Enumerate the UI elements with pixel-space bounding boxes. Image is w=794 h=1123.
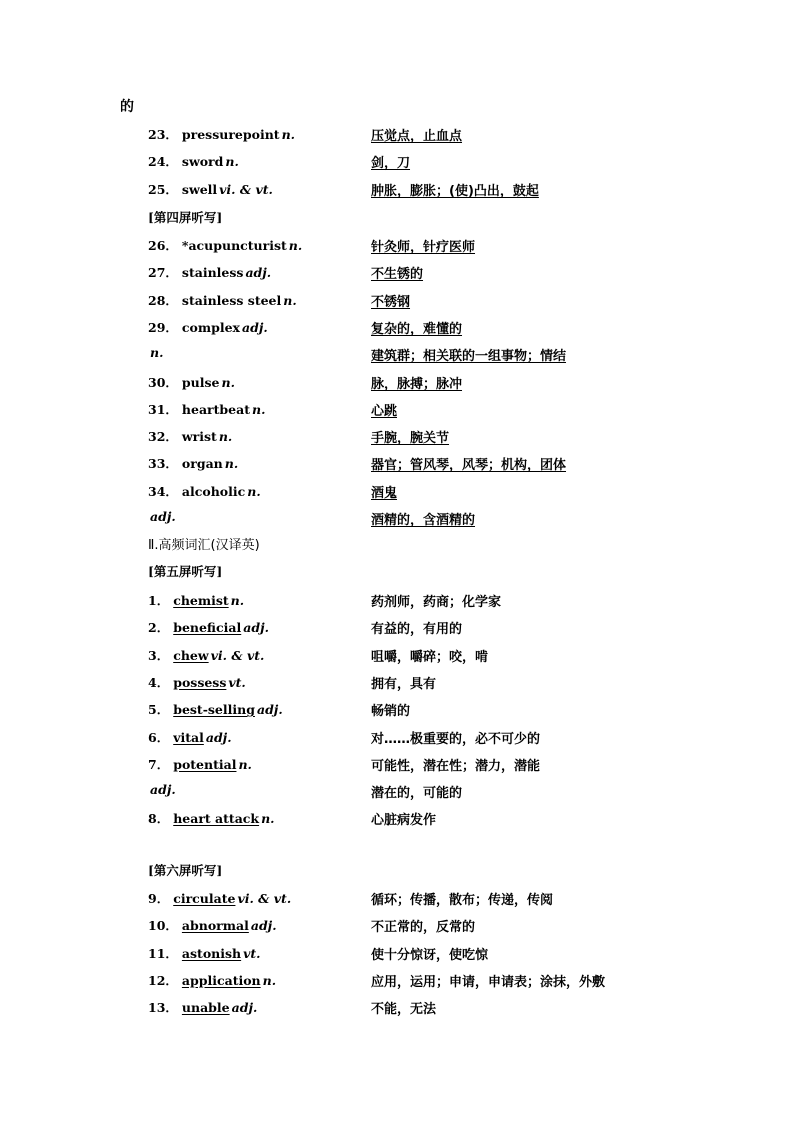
vocab-number: 5． bbox=[148, 702, 170, 718]
vocab-meaning: 酒精的，含酒精的 bbox=[371, 513, 476, 528]
vocab-meaning: 剑，刀 bbox=[371, 156, 411, 172]
vocab-row bbox=[148, 400, 708, 422]
vocab-english bbox=[148, 755, 252, 773]
vocab-word: best-selling bbox=[173, 702, 255, 718]
vocab-number: 30． bbox=[148, 374, 178, 390]
vocab-number: 8． bbox=[148, 811, 170, 827]
vocab-meaning: 建筑群；相关联的一组事物；情结 bbox=[371, 349, 567, 365]
vocab-meaning: 酒鬼 bbox=[371, 485, 398, 501]
vocab-part-of-speech: adj. bbox=[150, 782, 176, 798]
vocab-number: 4． bbox=[148, 674, 170, 690]
vocab-meaning: 循环；传播，散布；传递，传阅 bbox=[371, 893, 554, 908]
vocab-row bbox=[148, 971, 708, 993]
vocab-row bbox=[148, 646, 708, 668]
vocab-meaning: 肿胀，膨胀；(使)凸出，鼓起 bbox=[371, 183, 539, 199]
vocab-meaning: 可能性，潜在性；潜力，潜能 bbox=[371, 758, 541, 774]
vocab-row bbox=[148, 755, 708, 777]
vocab-word: application bbox=[181, 972, 261, 988]
vocab-meaning: 畅销的 bbox=[371, 704, 411, 720]
vocab-english bbox=[148, 180, 273, 198]
vocab-row bbox=[148, 318, 708, 340]
vocab-row bbox=[148, 345, 708, 367]
vocab-part-of-speech: adj. bbox=[205, 729, 232, 745]
vocab-part-of-speech: vi. & vt. bbox=[210, 647, 265, 663]
vocab-row bbox=[148, 998, 708, 1020]
vocab-number: 29． bbox=[148, 319, 178, 335]
vocab-part-of-speech: n. bbox=[224, 456, 239, 472]
vocab-english bbox=[148, 591, 244, 609]
vocab-word: stainless bbox=[181, 265, 244, 281]
vocab-english bbox=[148, 728, 232, 746]
vocab-row bbox=[148, 509, 708, 531]
vocab-meaning: 咀嚼，嚼碎；咬，啃 bbox=[371, 649, 489, 665]
vocab-word: potential bbox=[173, 756, 237, 772]
vocab-word: astonish bbox=[181, 945, 242, 961]
vocab-english bbox=[148, 482, 261, 500]
vocab-word: wrist bbox=[181, 429, 217, 445]
vocab-english bbox=[148, 889, 291, 907]
vocab-meaning: 压觉点，止血点 bbox=[371, 129, 463, 144]
vocab-number: 9． bbox=[148, 891, 170, 906]
vocab-english bbox=[148, 427, 232, 445]
vocab-part-of-speech: adj. bbox=[245, 265, 272, 281]
vocab-meaning: 潜在的，可能的 bbox=[371, 786, 463, 802]
vocab-part-of-speech: n. bbox=[225, 154, 239, 170]
vocab-english bbox=[148, 400, 265, 418]
vocab-english bbox=[148, 646, 264, 664]
vocab-english bbox=[148, 998, 257, 1016]
vocab-part-of-speech: n. bbox=[261, 811, 275, 827]
vocab-part-of-speech: n. bbox=[251, 401, 266, 417]
vocab-row bbox=[148, 782, 708, 804]
vocab-part-of-speech: adj. bbox=[231, 1000, 258, 1016]
vocab-number: 3． bbox=[148, 647, 170, 663]
vocab-number: 13． bbox=[148, 1000, 178, 1016]
vocab-english bbox=[148, 125, 295, 143]
vocab-number: 28． bbox=[148, 292, 178, 308]
vocab-number: 25． bbox=[148, 181, 178, 197]
vocab-row bbox=[148, 618, 708, 640]
vocab-english bbox=[148, 809, 275, 827]
vocab-word: possess bbox=[173, 674, 227, 690]
vocab-number: 31． bbox=[148, 401, 178, 417]
vocab-english bbox=[148, 618, 269, 636]
vocab-english bbox=[148, 673, 246, 691]
vocab-meaning: 不生锈的 bbox=[371, 267, 424, 283]
vocab-word: circulate bbox=[173, 891, 236, 906]
vocab-row bbox=[148, 180, 708, 202]
vocab-part-of-speech: adj. bbox=[250, 918, 277, 934]
vocab-word: complex bbox=[181, 319, 240, 335]
vocab-row bbox=[148, 728, 708, 750]
vocab-meaning: 应用，运用；申请，申请表；涂抹，外敷 bbox=[371, 974, 606, 990]
vocab-meaning: 心跳 bbox=[371, 403, 398, 419]
vocab-number: 10． bbox=[148, 918, 178, 934]
vocab-meaning: 心脏病发作 bbox=[371, 813, 437, 829]
vocab-english bbox=[148, 782, 176, 797]
vocab-word: organ bbox=[181, 456, 223, 472]
vocab-meaning: 对……极重要的，必不可少的 bbox=[371, 731, 541, 747]
vocab-row bbox=[148, 291, 708, 313]
vocab-row bbox=[148, 700, 708, 722]
vocab-row bbox=[148, 916, 708, 938]
vocab-number: 6． bbox=[148, 729, 170, 745]
vocab-part-of-speech: n. bbox=[283, 292, 297, 308]
dictation-label-4: [第四屏听写] bbox=[148, 210, 223, 225]
vocab-row bbox=[148, 673, 708, 695]
vocab-meaning: 拥有，具有 bbox=[371, 676, 437, 692]
vocab-number: 32． bbox=[148, 429, 178, 445]
vocab-word: *acupuncturist bbox=[181, 238, 287, 253]
vocab-part-of-speech: n. bbox=[288, 238, 303, 253]
vocab-word: unable bbox=[181, 1000, 230, 1016]
vocab-english bbox=[148, 373, 235, 391]
vocab-part-of-speech: n. bbox=[281, 127, 296, 142]
vocab-part-of-speech: n. bbox=[218, 429, 233, 445]
vocab-part-of-speech: n. bbox=[262, 972, 277, 988]
vocab-row bbox=[148, 454, 708, 476]
vocab-word: pressurepoint bbox=[181, 127, 280, 142]
vocab-word: heartbeat bbox=[181, 401, 250, 417]
vocab-word: heart attack bbox=[173, 811, 260, 827]
vocab-number: 11． bbox=[148, 945, 178, 961]
vocab-part-of-speech: adj. bbox=[256, 702, 283, 718]
vocab-number: 1． bbox=[148, 593, 170, 608]
vocab-meaning: 有益的，有用的 bbox=[371, 622, 463, 638]
vocab-row bbox=[148, 263, 708, 285]
vocab-row bbox=[148, 373, 708, 395]
vocab-english bbox=[148, 454, 238, 472]
vocab-meaning: 不锈钢 bbox=[371, 294, 411, 310]
vocab-row bbox=[148, 482, 708, 504]
vocab-english bbox=[148, 318, 268, 336]
vocab-english bbox=[148, 263, 271, 281]
vocab-word: chemist bbox=[173, 593, 229, 608]
vocab-word: beneficial bbox=[173, 620, 242, 636]
vocab-meaning: 针灸师，针疗医师 bbox=[371, 240, 476, 255]
vocab-row bbox=[148, 427, 708, 449]
vocab-word: swell bbox=[181, 181, 218, 197]
vocab-part-of-speech: adj. bbox=[150, 509, 176, 524]
vocab-row bbox=[148, 152, 708, 174]
vocab-part-of-speech: n. bbox=[221, 374, 235, 390]
vocab-word: pulse bbox=[181, 374, 220, 390]
vocab-english bbox=[148, 916, 277, 934]
vocab-part-of-speech: vi. & vt. bbox=[237, 891, 292, 906]
vocab-english bbox=[148, 509, 176, 524]
vocab-word: sword bbox=[181, 154, 224, 170]
vocab-number: 27． bbox=[148, 265, 178, 281]
vocab-row bbox=[148, 889, 708, 911]
vocab-number: 24． bbox=[148, 154, 178, 170]
vocab-part-of-speech: vt. bbox=[243, 945, 261, 961]
vocab-english bbox=[148, 291, 297, 309]
vocab-english bbox=[148, 944, 261, 962]
vocab-part-of-speech: vi. & vt. bbox=[219, 181, 273, 197]
vocab-meaning: 使十分惊讶，使吃惊 bbox=[371, 947, 489, 963]
vocab-english bbox=[148, 971, 276, 989]
vocab-number: 12． bbox=[148, 972, 178, 988]
vocab-number: 23． bbox=[148, 127, 178, 142]
vocab-english bbox=[148, 700, 283, 718]
vocab-part-of-speech: adj. bbox=[243, 620, 269, 636]
vocab-number: 34． bbox=[148, 483, 178, 499]
vocab-number: 2． bbox=[148, 620, 170, 636]
vocab-meaning: 复杂的，难懂的 bbox=[371, 321, 463, 337]
vocab-part-of-speech: n. bbox=[238, 756, 252, 772]
dictation-label-6: [第六屏听写] bbox=[148, 863, 223, 878]
vocab-meaning: 手腕，腕关节 bbox=[371, 431, 450, 447]
vocab-word: alcoholic bbox=[181, 483, 246, 499]
vocab-word: vital bbox=[173, 729, 204, 745]
leading-character: 的 bbox=[120, 99, 134, 115]
vocab-row bbox=[148, 236, 708, 258]
vocab-meaning: 脉，脉搏；脉冲 bbox=[371, 376, 463, 392]
vocab-row bbox=[148, 944, 708, 966]
vocab-english bbox=[148, 152, 239, 170]
section-heading-high-frequency: Ⅱ.高频词汇(汉译英) bbox=[148, 538, 260, 553]
vocab-number: 7． bbox=[148, 756, 170, 772]
vocab-word: chew bbox=[173, 647, 209, 663]
vocab-english bbox=[148, 236, 302, 254]
vocab-meaning: 不正常的，反常的 bbox=[371, 920, 476, 936]
vocab-meaning: 器官；管风琴，风琴；机构，团体 bbox=[371, 458, 567, 474]
vocab-part-of-speech: n. bbox=[230, 593, 245, 608]
vocab-number: 26． bbox=[148, 238, 178, 253]
vocab-number: 33． bbox=[148, 456, 178, 472]
vocab-meaning: 药剂师，药商；化学家 bbox=[371, 595, 502, 610]
vocab-english bbox=[148, 345, 163, 360]
vocab-word: abnormal bbox=[181, 918, 249, 934]
vocab-row bbox=[148, 809, 708, 831]
vocab-row bbox=[148, 591, 708, 613]
vocab-part-of-speech: n. bbox=[247, 483, 261, 499]
vocab-part-of-speech: vt. bbox=[228, 674, 246, 690]
vocab-row bbox=[148, 125, 708, 147]
vocab-meaning: 不能，无法 bbox=[371, 1002, 437, 1018]
vocab-word: stainless steel bbox=[181, 292, 282, 308]
vocab-part-of-speech: n. bbox=[150, 345, 164, 361]
dictation-label-5: [第五屏听写] bbox=[148, 564, 223, 579]
vocab-part-of-speech: adj. bbox=[241, 319, 268, 335]
